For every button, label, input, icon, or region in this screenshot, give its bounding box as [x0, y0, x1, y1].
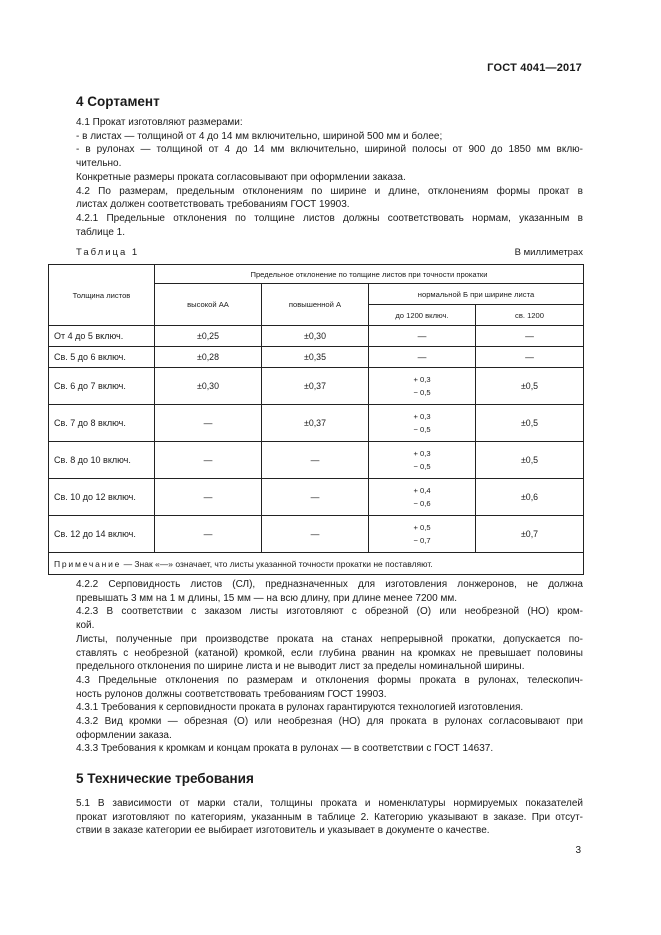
table-note: Примечание — Знак «—» означает, что листы указанной точности прокатки не поставляют. [49, 553, 584, 575]
table-row: Св. 6 до 7 включ. ±0,30 ±0,37 + 0,3 − 0,5 ±0,5 [49, 368, 584, 405]
table-row: Св. 7 до 8 включ. — ±0,37 + 0,3 − 0,5 ±0,5 [49, 405, 584, 442]
para-4-2-2-cont: превышать 3 мм на 1 м длины, 15 мм — на всю длину, при длине менее 7200 мм. [76, 592, 457, 604]
para-4-3-cont: ность рулонов должны соответствовать требованиям ГОСТ 19903. [76, 688, 387, 700]
para-4-2-2: 4.2.2 Серповидность листов (СЛ), предназначенных для изготовления лонжеронов, не должна [76, 579, 583, 590]
table-note-row [49, 553, 584, 575]
para-4-2: 4.2 По размерам, предельным отклонениям по ширине и длине, отклонениям формы прокат в [76, 185, 583, 197]
table-title: Таблица 1 [76, 247, 140, 258]
section-title-technical: 5 Технические требования [76, 771, 254, 786]
table-row: От 4 до 5 включ. ±0,25 ±0,30 — — [49, 326, 584, 347]
para-sizes-agreed: Конкретные размеры проката согласовывают при оформлении заказа. [76, 171, 406, 183]
header-high: высокой АА [155, 284, 262, 326]
para-4-3-1: 4.3.1 Требования к серповидности проката в рулонах гарантируются технологией изготовления. [76, 702, 524, 714]
table-row: Св. 10 до 12 включ. — — + 0,4 − 0,6 ±0,6 [49, 479, 584, 516]
thickness-deviation-table [48, 264, 584, 575]
para-sheets-continuous-2: ставлять с необрезной (катаной) кромкой, если глубина рванин на кромках не превышает половины [76, 647, 583, 659]
table-row: Св. 8 до 10 включ. — — + 0,3 − 0,5 ±0,5 [49, 442, 584, 479]
para-4-2-1-cont: таблице 1. [76, 226, 126, 238]
header-thickness: Толщина листов [49, 265, 155, 326]
header-to-1200: до 1200 включ. [369, 305, 476, 326]
para-5-1-cont: прокат изготовляют по категориям, указанным в таблице 2. Категорию указывают в заказе. При отсут- [76, 811, 583, 823]
para-4-1-sheets: - в листах — толщиной от 4 до 14 мм включительно, шириной 500 мм и более; [76, 130, 443, 142]
section-title-assortment: 4 Сортамент [76, 94, 160, 109]
header-deviation-group: Предельное отклонение по толщине листов при точности прокатки [155, 265, 584, 284]
para-sheets-continuous: Листы, полученные при производстве проката на станах непрерывной прокатки, допускается по- [76, 633, 583, 645]
para-4-1-coils-cont: чительно. [76, 158, 122, 170]
para-4-1: 4.1 Прокат изготовляют размерами: [76, 117, 243, 128]
para-4-2-3-cont: кой. [76, 620, 95, 632]
para-4-3-2-cont: оформлении заказа. [76, 729, 172, 741]
table-units: В миллиметрах [514, 247, 583, 258]
para-4-3-3: 4.3.3 Требования к кромкам и концам проката в рулонах — в соответствии с ГОСТ 14637. [76, 743, 494, 755]
table-row: Св. 12 до 14 включ. — — + 0,5 − 0,7 ±0,7 [49, 516, 584, 553]
page-number: 3 [575, 845, 581, 856]
para-sheets-continuous-3: предельного отклонения по ширине листа и не выводит лист за пределы номинальной ширины. [76, 661, 525, 673]
standard-header: ГОСТ 4041—2017 [487, 62, 582, 74]
para-5-1: 5.1 В зависимости от марки стали, толщины проката и номенклатуры нормируемых показателей [76, 798, 583, 809]
para-4-2-1: 4.2.1 Предельные отклонения по толщине листов должны соответствовать нормам, указанным в [76, 212, 583, 224]
para-4-3: 4.3 Предельные отклонения по размерам и отклонения формы проката в рулонах, телескопич- [76, 674, 583, 686]
para-4-1-coils: - в рулонах — толщиной от 4 до 14 мм включительно, шириной полосы от 900 до 1850 мм вклю- [76, 144, 583, 156]
section-4-text [76, 116, 583, 239]
header-over-1200: св. 1200 [476, 305, 584, 326]
table-row: Св. 5 до 6 включ. ±0,28 ±0,35 — — [49, 347, 584, 368]
header-normal: нормальной Б при ширине листа [369, 284, 584, 305]
section-5-text [76, 797, 583, 838]
para-5-1-cont-2: ствии в заказе категории ее выбирает изготовитель и указывает в документе о качестве. [76, 825, 490, 837]
section-4-continued [76, 578, 583, 756]
header-raised: повышенной А [262, 284, 369, 326]
para-4-2-cont: листах должен соответствовать требованиям ГОСТ 19903. [76, 199, 350, 211]
para-4-2-3: 4.2.3 В соответствии с заказом листы изготовляют с обрезной (О) или необрезной (НО) кром- [76, 606, 583, 618]
para-4-3-2: 4.3.2 Вид кромки — обрезная (О) или необрезная (НО) для проката в рулонах согласовывают при [76, 716, 583, 728]
